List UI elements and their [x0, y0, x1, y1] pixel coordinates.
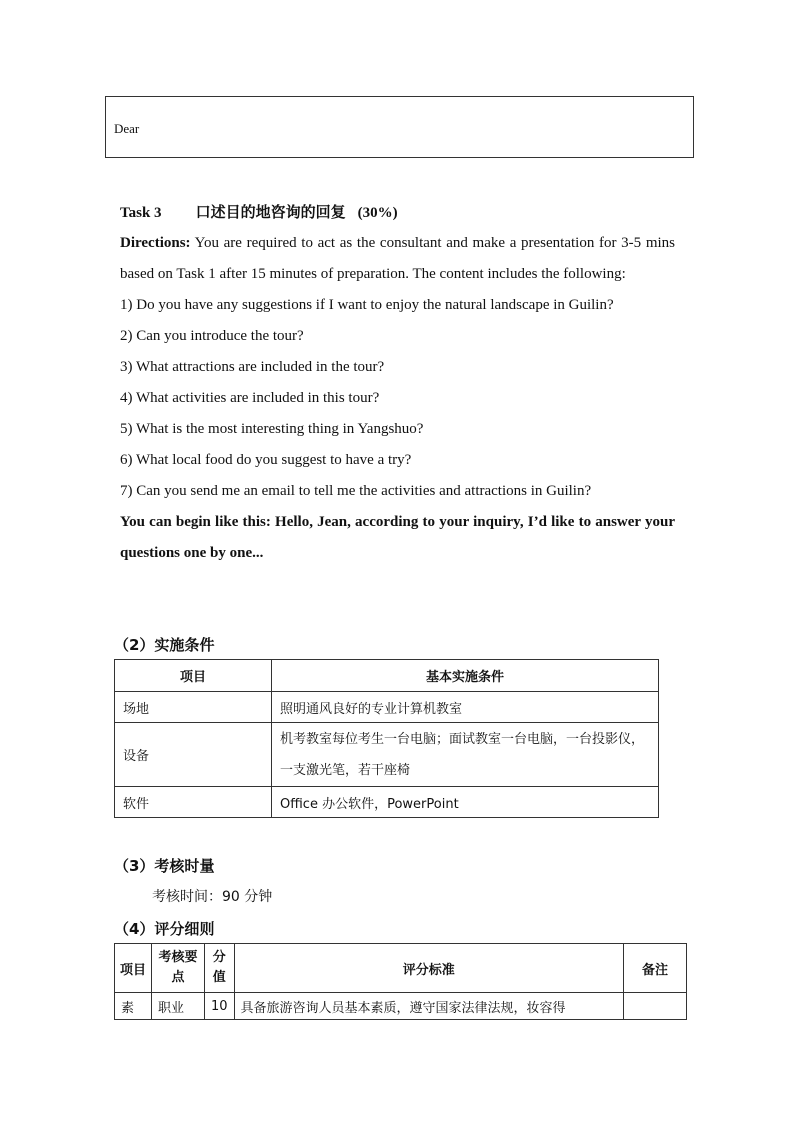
- letter-salutation: Dear: [114, 121, 140, 136]
- table-cell: 场地: [115, 692, 272, 723]
- table-header-cell: 分值: [205, 944, 235, 993]
- table-cell: 设备: [115, 723, 272, 787]
- table-row: [115, 787, 659, 818]
- question-item: 2) Can you introduce the tour?: [120, 328, 304, 344]
- table-row: [115, 993, 687, 1020]
- question-item: 4) What activities are included in this tour?: [120, 390, 380, 406]
- table-header-cell: 评分标准: [234, 944, 623, 993]
- section3-title: （3）考核时量: [114, 857, 215, 875]
- task3-block: [120, 198, 675, 569]
- table-header-cell: 基本实施条件: [272, 660, 659, 692]
- table-header-cell: 项目: [115, 660, 272, 692]
- directions-label: Directions:: [120, 235, 191, 251]
- table-cell: 软件: [115, 787, 272, 818]
- table-header-row: [115, 944, 687, 993]
- table-header-row: [115, 660, 659, 692]
- table-cell: 职业: [152, 993, 205, 1020]
- table-row: [115, 692, 659, 723]
- table-cell: 10: [205, 993, 235, 1020]
- question-item: 6) What local food do you suggest to have a try?: [120, 452, 412, 468]
- table-header-cell: 考核要点: [152, 944, 205, 993]
- scoring-table: [114, 943, 687, 1020]
- conditions-table: [114, 659, 659, 818]
- task3-percent: (30%): [357, 205, 398, 221]
- question-item: 5) What is the most interesting thing in Yangshuo?: [120, 421, 424, 437]
- table-cell: 机考教室每位考生一台电脑；面试教室一台电脑，一台投影仪，一支激光笔，若干座椅: [272, 723, 659, 787]
- table-cell: Office 办公软件，PowerPoint: [272, 787, 659, 818]
- directions-text: You are required to act as the consultant and make a presentation for 3-5 mins based on Task 1 after 15 minutes of preparation. The content includes the following:: [120, 235, 675, 282]
- task3-directions: [120, 228, 675, 290]
- question-item: 7) Can you send me an email to tell me the activities and attractions in Guilin?: [120, 483, 592, 499]
- question-item: 1) Do you have any suggestions if I want to enjoy the natural landscape in Guilin?: [120, 297, 614, 313]
- question-item: 3) What attractions are included in the tour?: [120, 359, 385, 375]
- section4-title: （4）评分细则: [114, 920, 215, 938]
- table-header-cell: 备注: [624, 944, 687, 993]
- table-cell: 照明通风良好的专业计算机教室: [272, 692, 659, 723]
- section2-title: （2）实施条件: [114, 636, 215, 654]
- section3-text: 考核时间：90 分钟: [152, 889, 273, 905]
- table-row: [115, 723, 659, 787]
- task3-heading: [120, 198, 675, 228]
- table-cell: [624, 993, 687, 1020]
- task3-label: Task 3: [120, 205, 162, 221]
- table-cell: 具备旅游咨询人员基本素质，遵守国家法律法规，妆容得: [234, 993, 623, 1020]
- table-cell: 素: [115, 993, 152, 1020]
- begin-instruction: You can begin like this: Hello, Jean, according to your inquiry, I’d like to answer your questions one by one...: [120, 514, 675, 561]
- table-header-cell: 项目: [115, 944, 152, 993]
- task3-title-zh: 口述目的地咨询的回复: [195, 205, 346, 221]
- letter-box: [105, 96, 694, 158]
